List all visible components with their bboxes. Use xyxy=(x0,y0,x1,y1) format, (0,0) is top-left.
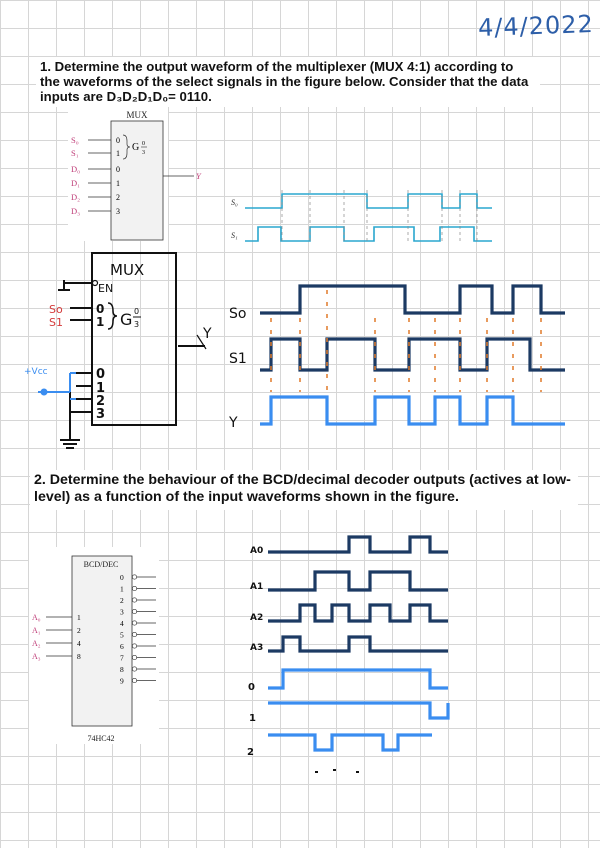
decoder-input-a2: A₂ xyxy=(32,639,41,648)
mux-data-d0: D₀ xyxy=(71,164,81,174)
hw-mux-en: EN xyxy=(98,282,114,295)
decoder-output-0: 0 xyxy=(120,573,124,582)
dec-wave-label-2: 2 xyxy=(247,747,254,758)
hw-brace xyxy=(108,303,117,329)
hw-bit-0: 0 xyxy=(96,302,105,316)
hw-label-vcc: +Vcc xyxy=(24,367,48,377)
decoder-output-bubble xyxy=(132,655,136,659)
decoder-input-a1: A₁ xyxy=(32,626,41,635)
dec-wave-a2 xyxy=(268,605,448,621)
decoder-input-a0: A₀ xyxy=(32,613,41,622)
hw-input-2: 2 xyxy=(96,394,106,409)
decoder-output-bubble xyxy=(132,609,136,613)
dec-wave-out0 xyxy=(268,670,448,688)
mux-title: MUX xyxy=(126,110,148,120)
mux-output-y: Y xyxy=(196,171,201,181)
mux-input-1: 1 xyxy=(116,179,120,188)
decoder-output-bubble xyxy=(132,632,136,636)
mux-data-d3: D₃ xyxy=(71,206,81,216)
decoder-input-a3: A₃ xyxy=(32,652,41,661)
decoder-output-4: 4 xyxy=(120,619,124,628)
dec-wave-label-a0: A0 xyxy=(250,546,264,556)
hw-input-1: 1 xyxy=(96,381,106,396)
mux-input-3: 3 xyxy=(116,207,120,216)
mux-g-frac-top: 0 xyxy=(142,141,145,147)
decoder-output-3: 3 xyxy=(120,607,124,617)
dec-wave-out2 xyxy=(268,735,432,750)
mux-select-s0: S₀ xyxy=(71,135,79,145)
decoder-output-6: 6 xyxy=(120,642,124,651)
mux-g-frac-bottom: 3 xyxy=(142,150,145,156)
decoder-output-9: 9 xyxy=(120,676,124,686)
mux-select-s1: S₁ xyxy=(71,148,79,158)
hw-wave-label-s0: So xyxy=(229,306,247,322)
decoder-output-5: 5 xyxy=(120,630,124,640)
decoder-wave-traces xyxy=(268,537,448,750)
decoder-output-7: 7 xyxy=(120,653,124,663)
decoder-part-number: 74HC42 xyxy=(87,734,115,743)
hw-g-frac-bottom: 3 xyxy=(134,320,140,329)
wave-label-s0: S₀ xyxy=(231,198,238,207)
decoder-output-bubble xyxy=(132,575,136,579)
hw-bit-1: 1 xyxy=(96,315,105,329)
hw-wave-label-y: Y xyxy=(229,415,238,431)
select-waveforms-printed xyxy=(231,190,492,243)
decoder-trailing-marks xyxy=(315,770,359,772)
decoder-output-bubble xyxy=(132,598,136,602)
wave-label-s1: S₁ xyxy=(231,231,238,240)
dec-wave-label-a1: A1 xyxy=(250,582,264,592)
mux-select-bit-1: 1 xyxy=(116,149,120,158)
dec-wave-label-a2: A2 xyxy=(250,613,264,623)
question-1-text: 1. Determine the output waveform of the multiplexer (MUX 4:1) according to the waveforms of the select signals in the figure below. Consider that the data inputs are D₃D₂D₁D₀= 0110. xyxy=(36,57,540,107)
dec-wave-label-1: 1 xyxy=(249,713,256,724)
hw-mux-title: MUX xyxy=(110,261,145,279)
hw-wave-label-s1: S1 xyxy=(229,351,247,367)
mux-input-0: 0 xyxy=(116,165,120,174)
decoder-printed-figure xyxy=(29,547,159,744)
mux-select-bit-0: 0 xyxy=(116,136,120,145)
hw-label-s1: S1 xyxy=(49,316,63,329)
mux-data-d2: D₂ xyxy=(71,192,81,202)
mux-data-d1: D₁ xyxy=(71,178,81,188)
hw-label-s0: So xyxy=(49,303,63,316)
question-2-text: 2. Determine the behaviour of the BCD/decimal decoder outputs (actives at low-level) as a function of the input waveforms shown in the figure. xyxy=(30,470,578,510)
hw-wave-y xyxy=(260,397,565,424)
decoder-output-bubble xyxy=(132,586,136,590)
dec-wave-a1 xyxy=(268,572,448,590)
handwritten-wave-traces xyxy=(260,286,565,424)
decoder-weight-2: 2 xyxy=(77,626,81,635)
hw-input-0: 0 xyxy=(96,367,106,382)
dec-wave-label-0: 0 xyxy=(248,682,255,693)
hw-wave-s0 xyxy=(260,286,565,313)
decoder-output-8: 8 xyxy=(120,665,124,674)
mux-input-2: 2 xyxy=(116,193,120,202)
mux-g-label: G xyxy=(132,142,140,153)
hw-g-label: G xyxy=(120,310,133,329)
decoder-output-bubble xyxy=(132,644,136,648)
decoder-weight-1: 1 xyxy=(77,613,81,622)
dec-wave-out1 xyxy=(268,703,448,718)
decoder-output-bubble xyxy=(132,621,136,625)
hw-input-3: 3 xyxy=(96,407,106,422)
decoder-weight-8: 8 xyxy=(77,652,81,661)
hw-wave-s1 xyxy=(260,339,565,370)
hw-en-bubble xyxy=(93,281,98,286)
dec-wave-a0 xyxy=(268,537,448,552)
decoder-weight-4: 4 xyxy=(77,639,81,648)
hw-output-y: Y xyxy=(203,326,212,342)
dec-wave-a3 xyxy=(268,637,448,651)
hw-g-frac-top: 0 xyxy=(134,307,140,316)
mux-printed-figure xyxy=(68,106,202,241)
dec-wave-label-a3: A3 xyxy=(250,643,264,653)
decoder-output-bubble xyxy=(132,667,136,671)
handwritten-mux xyxy=(58,253,206,448)
decoder-title: BCD/DEC xyxy=(83,560,119,569)
decoder-output-bubble xyxy=(132,678,136,682)
decoder-output-2: 2 xyxy=(120,596,124,605)
date-note: 4/4/2022 xyxy=(477,9,595,43)
decoder-output-1: 1 xyxy=(120,584,124,594)
